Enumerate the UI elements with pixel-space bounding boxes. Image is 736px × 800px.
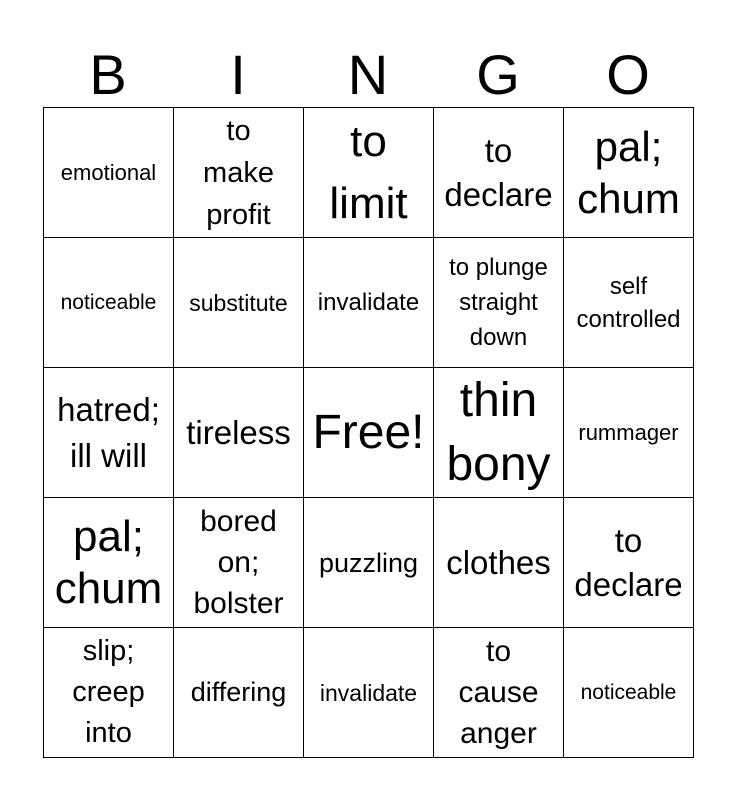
cell-text: to declare	[574, 521, 683, 603]
cell-text: hatred; ill will	[57, 390, 160, 474]
cell-text: invalidate	[317, 288, 420, 316]
cell-text: substitute	[189, 289, 288, 316]
bingo-cell[interactable]	[174, 368, 304, 498]
bingo-grid	[43, 107, 694, 758]
bingo-cell[interactable]	[304, 238, 434, 368]
cell-text: Free!	[312, 405, 425, 459]
cell-text: self controlled	[576, 272, 681, 333]
bingo-cell[interactable]	[44, 628, 174, 758]
cell-text: emotional	[60, 159, 157, 185]
cell-text: to cause anger	[458, 635, 539, 750]
header-letter-b: B	[89, 43, 127, 106]
bingo-cell[interactable]	[564, 108, 694, 238]
bingo-cell[interactable]	[174, 498, 304, 628]
bingo-cell[interactable]	[44, 238, 174, 368]
bingo-cell[interactable]	[174, 108, 304, 238]
cell-text: tireless	[186, 413, 291, 451]
cell-text: pal; chum	[577, 122, 680, 222]
cell-text: to declare	[444, 131, 553, 213]
bingo-cell[interactable]	[434, 108, 564, 238]
cell-text: noticeable	[580, 680, 677, 704]
cell-text: bored on; bolster	[193, 505, 284, 620]
cell-text: clothes	[446, 543, 551, 581]
bingo-cell[interactable]	[174, 628, 304, 758]
bingo-cell[interactable]	[304, 628, 434, 758]
cell-text: to plunge straight down	[449, 254, 548, 351]
bingo-cell[interactable]	[434, 498, 564, 628]
bingo-cell[interactable]	[44, 368, 174, 498]
bingo-cell[interactable]	[304, 498, 434, 628]
bingo-header	[43, 44, 693, 106]
cell-text: thin bony	[446, 373, 551, 491]
bingo-cell[interactable]	[44, 498, 174, 628]
cell-text: slip; creep into	[72, 635, 145, 749]
bingo-cell[interactable]	[434, 628, 564, 758]
header-letter-i: I	[230, 43, 246, 106]
cell-text: rummager	[578, 419, 679, 445]
bingo-cell[interactable]	[564, 238, 694, 368]
cell-text: pal; chum	[54, 511, 163, 613]
cell-text: to limit	[329, 116, 408, 228]
bingo-cell[interactable]	[304, 368, 434, 498]
bingo-cell[interactable]	[564, 628, 694, 758]
bingo-cell[interactable]	[44, 108, 174, 238]
bingo-cell[interactable]	[434, 368, 564, 498]
bingo-cell[interactable]	[174, 238, 304, 368]
cell-text: invalidate	[319, 679, 418, 706]
bingo-cell[interactable]	[564, 498, 694, 628]
bingo-cell[interactable]	[564, 368, 694, 498]
bingo-cell[interactable]	[304, 108, 434, 238]
bingo-cell[interactable]	[434, 238, 564, 368]
cell-text: to make profit	[203, 114, 274, 231]
cell-text: puzzling	[318, 547, 419, 578]
header-letter-n: N	[347, 43, 389, 106]
header-letter-o: O	[606, 43, 650, 106]
cell-text: differing	[190, 677, 287, 707]
header-letter-g: G	[476, 43, 520, 106]
cell-text: noticeable	[60, 290, 157, 314]
